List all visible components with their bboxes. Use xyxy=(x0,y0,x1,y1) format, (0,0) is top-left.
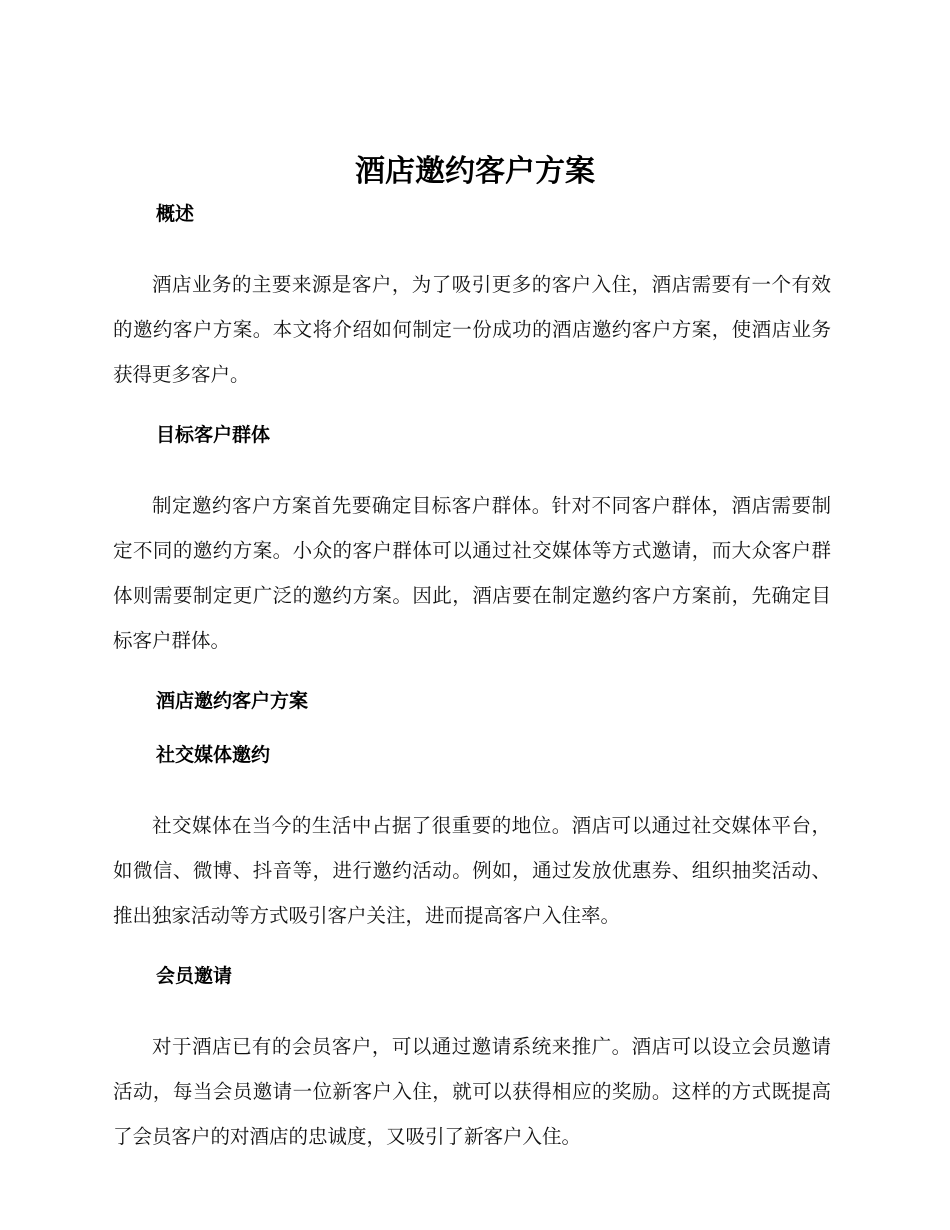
section-heading-overview: 概述 xyxy=(156,203,195,225)
section-heading-member-invitation: 会员邀请 xyxy=(156,965,233,987)
section-heading-target-customers: 目标客户群体 xyxy=(156,424,271,446)
document-body xyxy=(113,200,831,1159)
section-paragraph-overview: 酒店业务的主要来源是客户，为了吸引更多的客户入住，酒店需要有一个有效的邀约客户方案。本文将介绍如何制定一份成功的酒店邀约客户方案，使酒店业务获得更多客户。 xyxy=(113,273,831,386)
section-paragraph-social-media: 社交媒体在当今的生活中占据了很重要的地位。酒店可以通过社交媒体平台，如微信、微博、抖音等，进行邀约活动。例如，通过发放优惠券、组织抽奖活动、推出独家活动等方式吸引客户关注，进而提高客户入住率。 xyxy=(113,814,831,927)
section-paragraph-member-invitation: 对于酒店已有的会员客户，可以通过邀请系统来推广。酒店可以设立会员邀请活动，每当会员邀请一位新客户入住，就可以获得相应的奖励。这样的方式既提高了会员客户的对酒店的忠诚度，又吸引了新客户入住。 xyxy=(113,1035,831,1148)
section-heading-social-media: 社交媒体邀约 xyxy=(156,744,271,766)
section-paragraph-target-customers: 制定邀约客户方案首先要确定目标客户群体。针对不同客户群体，酒店需要制定不同的邀约方案。小众的客户群体可以通过社交媒体等方式邀请，而大众客户群体则需要制定更广泛的邀约方案。因此，酒店要在制定邀约客户方案前，先确定目标客户群体。 xyxy=(113,494,831,652)
section-heading-invitation-plan: 酒店邀约客户方案 xyxy=(156,690,309,712)
document-title: 酒店邀约客户方案 xyxy=(355,154,595,189)
